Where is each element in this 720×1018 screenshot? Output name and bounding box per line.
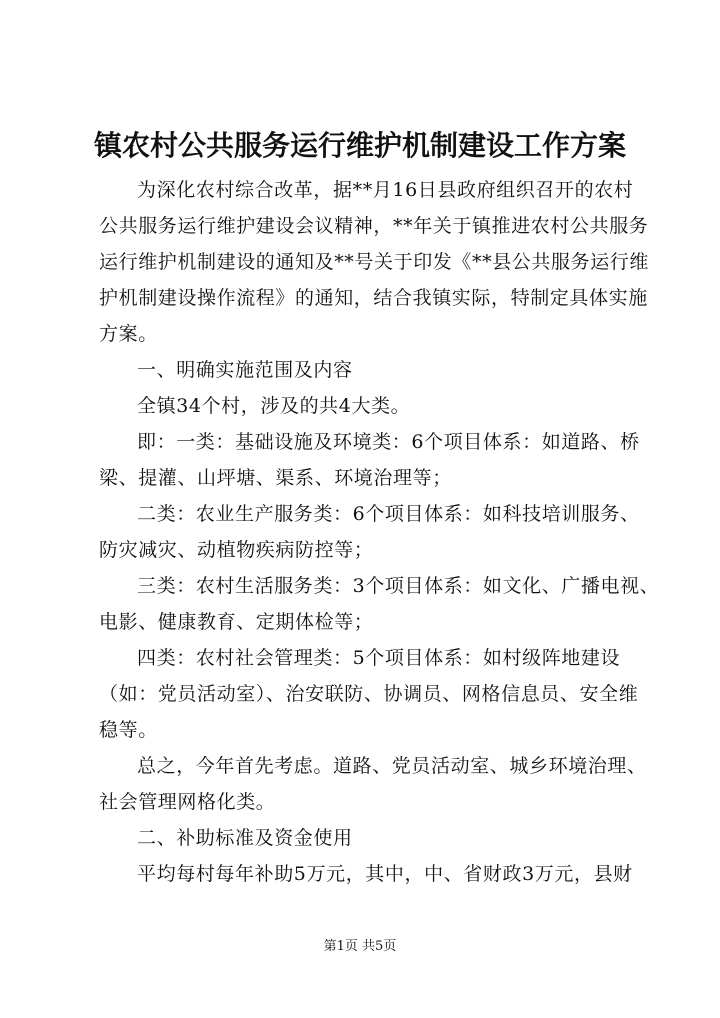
page-footer: 第1页 共5页: [323, 939, 397, 954]
paragraph-line: 社会管理网格化类。: [99, 791, 276, 813]
section-heading: 二、补助标准及资金使用: [137, 827, 353, 849]
paragraph-line: 为深化农村综合改革，据**月16日县政府组织召开的农村: [137, 179, 634, 201]
paragraph-line: 运行维护机制建设的通知及**号关于印发《**县公共服务运行维: [99, 251, 650, 273]
document-title: 镇农村公共服务运行维护机制建设工作方案: [93, 129, 626, 162]
paragraph-line: 梁、提灌、山坪塘、渠系、环境治理等；: [99, 467, 452, 489]
paragraph-line: 全镇34个村，涉及的共4大类。: [137, 395, 411, 417]
paragraph-line: 方案。: [99, 323, 158, 345]
paragraph-line: 护机制建设操作流程》的通知，结合我镇实际，特制定具体实施: [99, 287, 648, 309]
paragraph-line: 平均每村每年补助5万元，其中，中、省财政3万元，县财: [137, 863, 633, 885]
paragraph-line: 三类：农村生活服务类：3个项目体系：如文化、广播电视、: [137, 575, 660, 597]
paragraph-line: 二类：农业生产服务类：6个项目体系：如科技培训服务、: [137, 503, 640, 525]
paragraph-line: 总之，今年首先考虑。道路、党员活动室、城乡环境治理、: [137, 755, 647, 777]
paragraph-line: 四类：农村社会管理类：5个项目体系：如村级阵地建设: [137, 647, 621, 669]
paragraph-line: （如：党员活动室）、治安联防、协调员、网格信息员、安全维: [99, 683, 639, 705]
document-body: [99, 172, 660, 892]
section-heading: 一、明确实施范围及内容: [137, 359, 353, 381]
paragraph-line: 公共服务运行维护建设会议精神，**年关于镇推进农村公共服务: [99, 215, 649, 237]
paragraph-line: 即：一类：基础设施及环境类：6个项目体系：如道路、桥: [137, 431, 640, 453]
paragraph-line: 电影、健康教育、定期体检等；: [99, 611, 374, 633]
paragraph-line: 稳等。: [99, 719, 158, 741]
paragraph-line: 防灾减灾、动植物疾病防控等；: [99, 539, 374, 561]
